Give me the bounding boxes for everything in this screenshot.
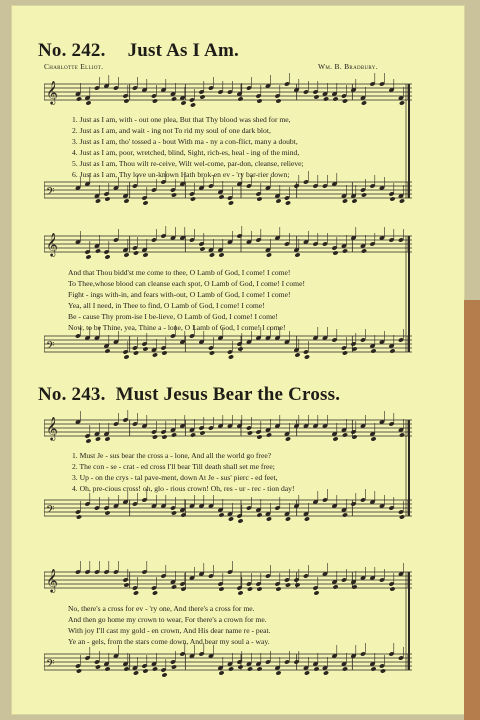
upper-note	[332, 250, 338, 255]
hymn-243-verse-1: 1. Must Je - sus bear the cross a - lone, And all the world go free?	[72, 451, 272, 460]
lower-staff	[44, 489, 412, 524]
lower-note	[361, 192, 367, 197]
hymn-243-refrain-2: And then go home my crown to wear, For there's a crown for me.	[68, 615, 267, 624]
lower-note	[256, 196, 262, 201]
upper-note	[209, 252, 215, 257]
upper-note	[123, 582, 129, 587]
upper-note	[171, 584, 177, 589]
upper-note	[218, 252, 224, 257]
upper-note	[389, 586, 395, 591]
upper-note	[104, 254, 110, 259]
lower-note	[351, 198, 357, 203]
end-barline	[406, 572, 409, 670]
upper-note	[180, 100, 186, 105]
lower-clef: 𝄢	[46, 658, 55, 673]
lower-note	[218, 512, 224, 517]
upper-note	[313, 590, 319, 595]
lower-note	[237, 664, 243, 669]
hymn-242-verse-5: 5. Just as I am, Thou wilt re-ceive, Wilt wel-come, par-don, cleanse, relieve;	[72, 159, 304, 168]
upper-note	[399, 432, 405, 437]
upper-note	[342, 98, 348, 103]
hymn-243-refrain-1: No, there's a cross for ev - 'ry one, And there's a cross for me.	[68, 604, 255, 613]
upper-note	[237, 96, 243, 101]
upper-clef: 𝄞	[46, 568, 58, 592]
lower-note	[95, 664, 101, 669]
hymn-242-number: No. 242.	[38, 40, 106, 61]
lower-note	[133, 670, 139, 675]
upper-note	[275, 98, 281, 103]
lower-note	[237, 518, 243, 523]
upper-note	[342, 248, 348, 253]
upper-note	[275, 586, 281, 591]
upper-note	[332, 584, 338, 589]
lower-note	[76, 668, 82, 673]
upper-note	[218, 586, 224, 591]
upper-staff	[44, 561, 412, 596]
lower-note	[323, 670, 329, 675]
lower-note	[399, 514, 405, 519]
upper-note	[133, 250, 139, 255]
upper-note	[247, 586, 253, 591]
hymn-242-refrain-6: Now, to be Thine, yea, Thine a - lone, O Lamb of God, I come! I come!	[68, 323, 286, 332]
upper-staff	[44, 226, 412, 260]
hymn-242-verse-2: 2. Just as I am, and wait - ing not To rid my soul of one dark blot,	[72, 126, 271, 135]
lower-note	[228, 200, 234, 205]
end-barline	[406, 236, 409, 352]
lower-note	[123, 198, 129, 203]
upper-note	[285, 436, 291, 441]
lower-note	[399, 198, 405, 203]
upper-note	[133, 590, 139, 595]
lower-clef: 𝄢	[46, 186, 55, 201]
hymn-242-verse-3: 3. Just as I am, tho' tossed a - bout With ma - ny a con-flict, many a doubt,	[72, 137, 298, 146]
upper-note	[332, 96, 338, 101]
lower-note	[190, 196, 196, 201]
upper-staff	[44, 73, 412, 108]
lower-note	[142, 200, 148, 205]
lower-note	[256, 512, 262, 517]
lower-staff	[44, 643, 412, 678]
upper-staff	[44, 410, 412, 444]
upper-note	[256, 434, 262, 439]
lower-note	[123, 666, 129, 671]
lower-note	[218, 194, 224, 199]
lower-note	[161, 350, 167, 355]
lower-clef: 𝄢	[46, 504, 55, 519]
lower-note	[342, 350, 348, 355]
lower-note	[228, 516, 234, 521]
lower-note	[142, 668, 148, 673]
upper-note	[161, 434, 167, 439]
lower-note	[104, 666, 110, 671]
upper-note	[152, 434, 158, 439]
lower-note	[133, 350, 139, 355]
upper-note	[152, 98, 158, 103]
lower-note	[275, 670, 281, 675]
upper-note	[104, 436, 110, 441]
upper-note	[266, 252, 272, 257]
hymn-242-system-2	[44, 226, 414, 376]
upper-note	[95, 248, 101, 253]
hymn-243-verse-2: 2. The con - se - crat - ed cross I'll bear Till death shall set me free;	[72, 462, 275, 471]
upper-note	[85, 100, 91, 105]
next-page-edge	[464, 300, 480, 720]
lower-note	[380, 668, 386, 673]
upper-note	[361, 248, 367, 253]
lower-note	[294, 352, 300, 357]
lower-note	[76, 514, 82, 519]
upper-note	[247, 430, 253, 435]
upper-note	[294, 582, 300, 587]
lower-note	[304, 670, 310, 675]
hymn-243-title: Must Jesus Bear the Cross.	[115, 384, 341, 405]
upper-note	[123, 252, 129, 257]
lower-note	[161, 672, 167, 677]
upper-note	[76, 96, 82, 101]
lower-note	[285, 516, 291, 521]
hymn-242-refrain-3: Fight - ings with-in, and fears with-out, O Lamb of God, I come! I come!	[68, 290, 291, 299]
upper-note	[313, 94, 319, 99]
lower-note	[237, 346, 243, 351]
hymn-242-refrain-2: To Thee,whose blood can cleanse each spot, O Lamb of God, I come! I come!	[68, 279, 305, 288]
end-barline	[406, 420, 409, 516]
upper-note	[285, 582, 291, 587]
upper-note	[370, 436, 376, 441]
hymn-243-system-1	[44, 410, 414, 535]
upper-note	[85, 438, 91, 443]
upper-note	[171, 432, 177, 437]
upper-note	[332, 436, 338, 441]
lower-note	[389, 348, 395, 353]
lower-note	[342, 198, 348, 203]
lower-note	[266, 516, 272, 521]
lower-note	[389, 196, 395, 201]
hymn-243-verse-3: 3. Up - on the crys - tal pave-ment, down At Je - sus' pierc - ed feet,	[72, 473, 278, 482]
lower-note	[171, 192, 177, 197]
hymn-243-refrain-4: Ye an - gels, from the stars come down, And bear my soul a - way.	[68, 637, 270, 646]
upper-note	[123, 98, 129, 103]
lower-clef: 𝄢	[46, 340, 55, 355]
upper-note	[399, 100, 405, 105]
hymn-243-refrain-3: With joy I'll cast my gold - en crown, And His dear name re - peat.	[68, 626, 271, 635]
hymn-242-refrain-1: And that Thou bidd'st me come to thee, O Lamb of God, I come! I come!	[68, 268, 291, 277]
upper-note	[199, 430, 205, 435]
hymn-242-refrain-4: Yea, all I need, in Thee to find, O Lamb of God, I come! I come!	[68, 301, 265, 310]
hymn-243-number: No. 243.	[38, 384, 106, 405]
upper-note	[256, 586, 262, 591]
hymn-243-verse-4: 4. Oh, pre-cious cross! oh, glo - rious crown! Oh, res - ur - rec - tion day!	[72, 484, 295, 493]
upper-note	[256, 98, 262, 103]
lower-note	[95, 198, 101, 203]
lower-note	[152, 352, 158, 357]
lower-note	[370, 348, 376, 353]
lower-note	[123, 354, 129, 359]
hymn-242-verse-6: 6. Just as I am, Thy love un-known Hath brok-en ev - 'ry bar-rier down;	[72, 170, 290, 179]
lower-note	[342, 666, 348, 671]
lower-note	[304, 516, 310, 521]
upper-note	[266, 432, 272, 437]
upper-clef: 𝄞	[46, 80, 58, 104]
lower-note	[304, 354, 310, 359]
upper-note	[294, 252, 300, 257]
hymn-242-heading	[38, 40, 239, 62]
lower-note	[228, 666, 234, 671]
hymn-242-title: Just As I Am.	[127, 40, 239, 61]
upper-note	[199, 246, 205, 251]
lower-note	[104, 196, 110, 201]
lower-note	[104, 510, 110, 515]
hymn-242-author: Charlotte Elliot.	[44, 62, 104, 71]
hymn-243-heading	[38, 384, 340, 406]
upper-note	[85, 254, 91, 259]
hymn-243-system-2	[44, 550, 414, 690]
lower-note	[142, 346, 148, 351]
upper-note	[190, 432, 196, 437]
upper-clef: 𝄞	[46, 416, 58, 440]
upper-note	[361, 100, 367, 105]
lower-note	[171, 664, 177, 669]
end-barline	[406, 84, 409, 198]
hymn-242-composer: Wm. B. Bradbury.	[318, 62, 378, 71]
hymn-242-verse-4: 4. Just as I am, poor, wretched, blind, Sight, rich-es, heal - ing of the mind,	[72, 148, 300, 157]
upper-note	[323, 96, 329, 101]
hymn-242-refrain-5: Be - cause Thy prom-ise I be-lieve, O Lamb of God, I come! I come!	[68, 312, 278, 321]
upper-clef: 𝄞	[46, 232, 58, 256]
lower-note	[218, 670, 224, 675]
lower-note	[256, 666, 262, 671]
upper-note	[190, 102, 196, 107]
upper-note	[142, 252, 148, 257]
lower-note	[171, 510, 177, 515]
lower-note	[209, 350, 215, 355]
upper-note	[95, 436, 101, 441]
upper-note	[342, 432, 348, 437]
upper-note	[171, 96, 177, 101]
upper-note	[152, 590, 158, 595]
lower-note	[275, 198, 281, 203]
lower-note	[342, 512, 348, 517]
lower-note	[285, 200, 291, 205]
lower-note	[247, 666, 253, 671]
lower-note	[152, 666, 158, 671]
lower-note	[313, 666, 319, 671]
lower-note	[370, 666, 376, 671]
lower-note	[104, 348, 110, 353]
upper-note	[199, 94, 205, 99]
upper-note	[237, 590, 243, 595]
hymn-242-verse-1: 1. Just as I am, with - out one plea, But that Thy blood was shed for me,	[72, 115, 291, 124]
hymn-242-system-1	[44, 70, 414, 220]
lower-note	[228, 354, 234, 359]
